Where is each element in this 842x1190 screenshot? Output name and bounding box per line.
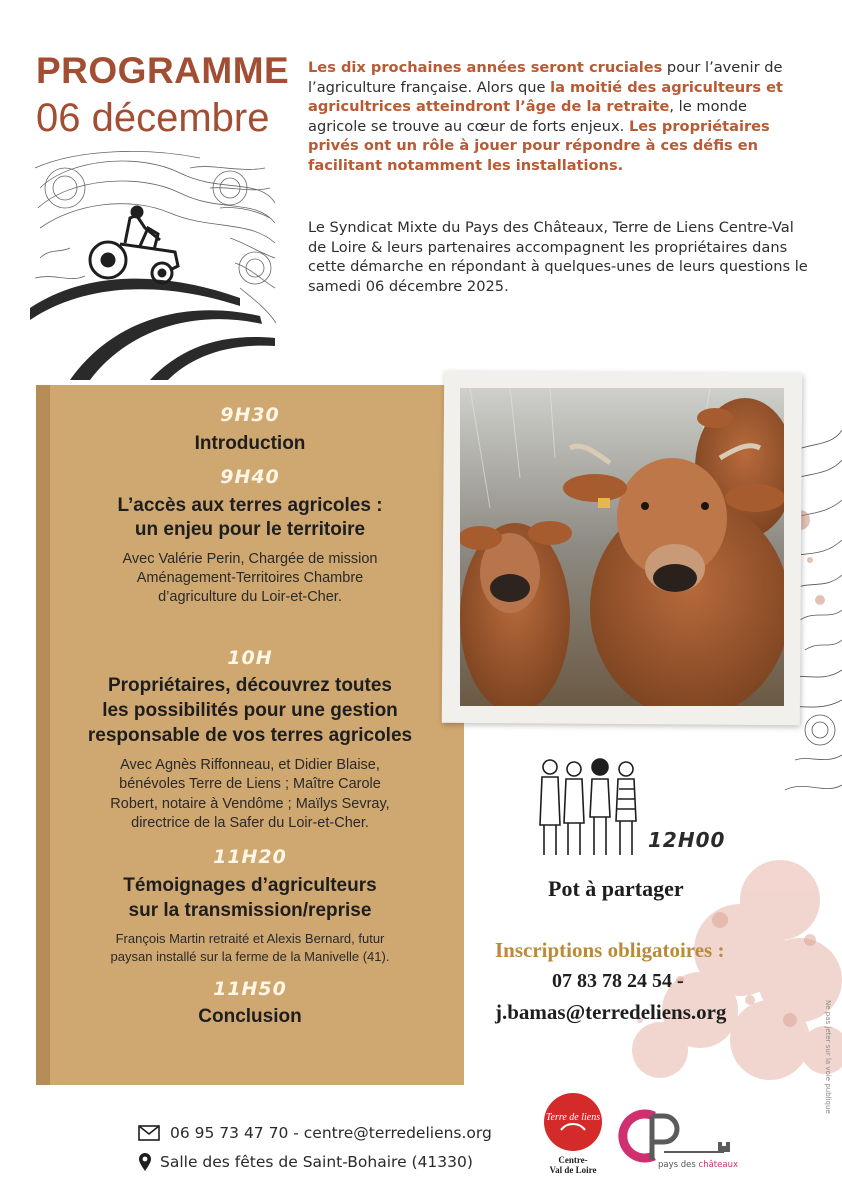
intro-highlight-3: Les propriétaires privés ont un rôle à jouer pour répondre à ces défis en facilitant notamment les installations. [308, 117, 770, 174]
program-title-5: Conclusion [198, 1006, 302, 1027]
program-desc-4a: François Martin retraité et Alexis Bernard, futur [115, 931, 385, 946]
envelope-icon [138, 1125, 160, 1141]
tdl-caption-text: Centre- Val de Loire [549, 1155, 597, 1175]
program-title-3a: Propriétaires, découvrez toutes [107, 675, 393, 696]
intro-text-1: pour l’avenir de l’agriculture française. Alors que [308, 59, 783, 96]
intro-highlight-2: la moitié des agriculteurs et agricultrices atteindront l’âge de la retraite [308, 78, 783, 115]
pdc-caption-a: pays des [658, 1160, 699, 1170]
program-title-3c: responsable de vos terres agricoles [87, 725, 413, 746]
address-line [138, 1152, 473, 1172]
intro-text-2: , le monde agricole se trouve au cœur de forts enjeux. [308, 98, 747, 135]
program-time-5: 11H50 [213, 978, 287, 1000]
map-pin-icon [138, 1152, 152, 1172]
program-desc-3b: bénévoles Terre de Liens ; Maître Carole [119, 776, 381, 792]
intro-paragraph [308, 58, 808, 175]
intro-paragraph-2: Le Syndicat Mixte du Pays des Châteaux, Terre de Liens Centre-Val de Loire & leurs partenaires accompagnent les propriétaires dans cette démarche en répondant à quelques-unes de leurs questions le samedi 06 décembre 2025. [308, 219, 808, 295]
program-time-4: 11H20 [213, 846, 287, 868]
tractor-illustration [30, 148, 280, 380]
registration-phone: 07 83 78 24 54 - [552, 970, 684, 992]
program-title-2b: un enjeu pour le territoire [134, 519, 366, 540]
registration-email: j.bamas@terredeliens.org [495, 1000, 727, 1024]
pot-label: Pot à partager [548, 876, 684, 901]
cows-photo [460, 388, 784, 706]
program-desc-2c: d’agriculture du Loir-et-Cher. [158, 589, 342, 605]
contact-text: 06 95 73 47 70 - centre@terredeliens.org [170, 1124, 492, 1142]
registration-title: Inscriptions obligatoires : [495, 938, 725, 962]
program-desc-2a: Avec Valérie Perin, Chargée de mission [122, 551, 378, 567]
page-title: PROGRAMME [36, 50, 290, 91]
program-time-3: 10H [227, 647, 273, 669]
pdc-caption [658, 1160, 738, 1170]
program-title-4a: Témoignages d’agriculteurs [123, 875, 377, 896]
terre-de-liens-logo [543, 1092, 603, 1152]
program-desc-2b: Aménagement-Territoires Chambre [136, 570, 364, 586]
contact-line [138, 1124, 492, 1142]
address-text: Salle des fêtes de Saint-Bohaire (41330) [160, 1153, 473, 1171]
event-date: 06 décembre [36, 96, 270, 140]
side-note: Ne pas jeter sur la voie publique [824, 1000, 832, 1114]
program-desc-3c: Robert, notaire à Vendôme ; Maïlys Sevray, [110, 796, 390, 812]
tdl-caption [538, 1155, 608, 1175]
program-desc-4b: paysan installé sur la ferme de la Manivelle (41). [110, 949, 390, 964]
pdc-caption-b: châteaux [698, 1160, 738, 1170]
intro-highlight-1: Les dix prochaines années seront cruciales [308, 59, 663, 76]
noon-time: 12H00 [648, 828, 726, 852]
program-time-2: 9H40 [220, 466, 280, 488]
program-desc-3a: Avec Agnès Riffonneau, et Didier Blaise, [120, 757, 380, 773]
program-title-3b: les possibilités pour une gestion [102, 700, 398, 721]
program-title-4b: sur la transmission/reprise [128, 900, 372, 921]
program-title-1: Introduction [194, 433, 306, 454]
program-title-2a: L’accès aux terres agricoles : [117, 495, 383, 516]
program-desc-3d: directrice de la Safer du Loir-et-Cher. [131, 815, 369, 831]
people-illustration [528, 755, 648, 865]
program-time-1: 9H30 [220, 404, 280, 426]
tdl-logo-text: Terre de liens [545, 1112, 601, 1123]
